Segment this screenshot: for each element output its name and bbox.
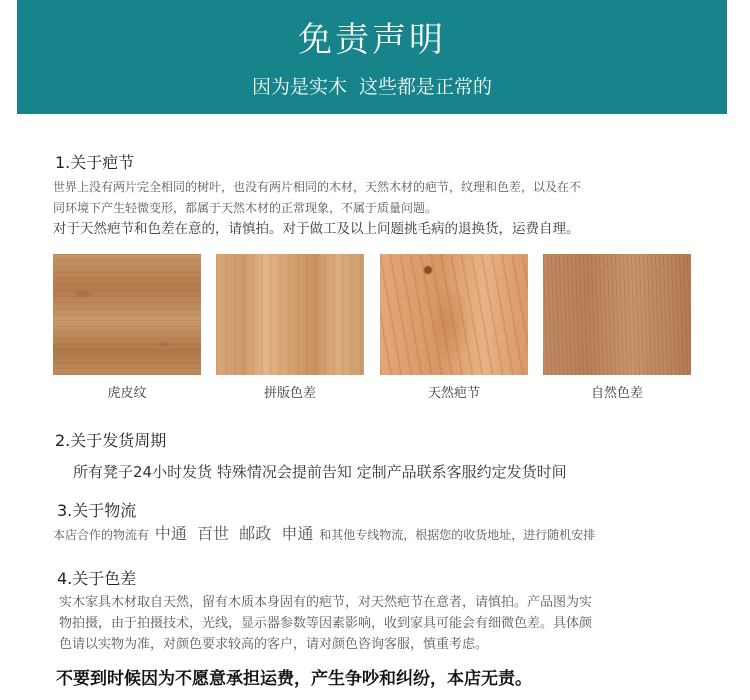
logistics-prefix: 本店合作的物流有 bbox=[53, 528, 150, 542]
section-knots-text-line2: 同环境下产生轻微变形，都属于天然木材的正常现象，不属于质量问题。 bbox=[53, 201, 438, 215]
section-heading-knots: 1.关于疤节 bbox=[55, 153, 135, 172]
wood-sample-caption: 自然色差 bbox=[590, 386, 643, 401]
section-logistics-text bbox=[53, 523, 595, 546]
section-knots-text-line1: 世界上没有两片完全相同的树叶，也没有两片相同的木材，天然木材的疤节，纹理和色差，以及在不 bbox=[53, 180, 582, 194]
footer-warning-note: 不要到时候因为不愿意承担运费，产生争吵和纠纷，本店无责。 bbox=[56, 669, 532, 689]
wood-sample-panel-color-difference bbox=[216, 254, 364, 375]
section-heading-color-difference: 4.关于色差 bbox=[57, 569, 137, 588]
wood-sample-caption: 虎皮纹 bbox=[107, 386, 147, 401]
section-color-text-line3: 色请以实物为准，对颜色要求较高的客户，请对颜色咨询客服，慎重考虑。 bbox=[59, 637, 489, 652]
section-heading-logistics: 3.关于物流 bbox=[57, 501, 137, 520]
logistics-carriers: 中通 百世 邮政 申通 bbox=[154, 524, 314, 543]
section-color-text-line2: 物拍摄，由于拍摄技术，光线，显示器参数等因素影响，收到家具可能会有细微色差。具体颜 bbox=[59, 616, 593, 631]
banner-title: 免责声明 bbox=[298, 20, 446, 60]
banner-subtitle: 因为是实木 这些都是正常的 bbox=[251, 76, 493, 98]
section-shipping-text: 所有凳子24小时发货 特殊情况会提前告知 定制产品联系客服约定发货时间 bbox=[73, 463, 567, 481]
wood-sample-tiger-grain bbox=[53, 254, 201, 375]
wood-sample-natural-color-difference bbox=[543, 254, 691, 375]
section-knots-text-line3: 对于天然疤节和色差在意的，请慎拍。对于做工及以上问题挑毛病的退换货，运费自理。 bbox=[53, 221, 580, 237]
logistics-suffix: 和其他专线物流，根据您的收货地址，进行随机安排 bbox=[319, 528, 596, 542]
wood-sample-natural-knot bbox=[380, 254, 528, 375]
disclaimer-banner bbox=[17, 0, 727, 114]
section-color-text-line1: 实木家具木材取自天然，留有木质本身固有的疤节，对天然疤节在意者，请慎拍。产品图为实 bbox=[59, 595, 593, 610]
wood-sample-caption: 拼版色差 bbox=[263, 386, 316, 401]
section-heading-shipping: 2.关于发货周期 bbox=[55, 431, 167, 450]
wood-sample-caption: 天然疤节 bbox=[427, 386, 480, 401]
